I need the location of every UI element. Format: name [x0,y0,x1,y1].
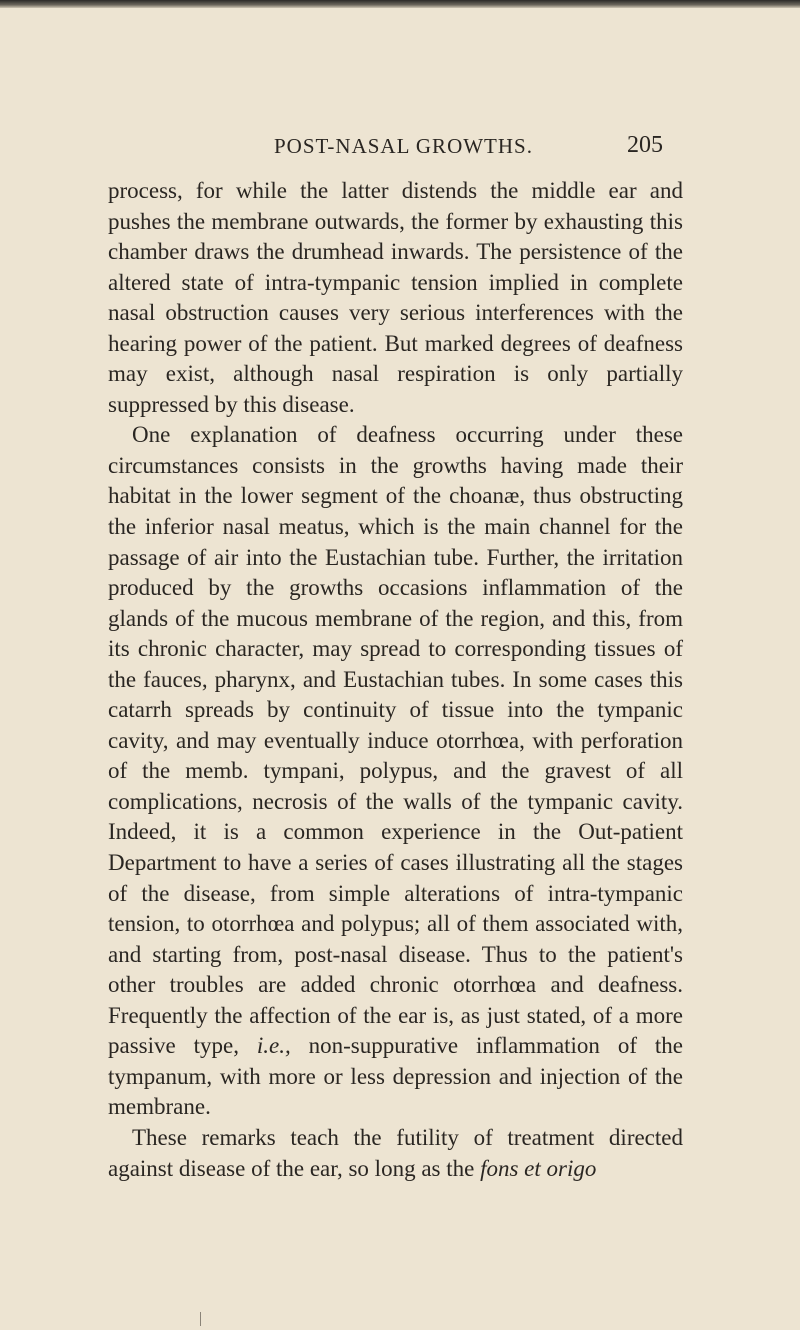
paragraph-1 [108,176,683,420]
body-text [108,176,683,1184]
paragraph-3-text: These remarks teach the futility of treatment directed against disease of the ear, so long as the [108,1124,683,1181]
paragraph-2-text: One explanation of deafness occurring under these circumstances consists in the growths having made their habitat in the lower segment of the choanæ, thus obstructing the inferior nasal meatus, which is the main channel for the passage of air into the Eustachian tube. Further, the irritation produced by the growths occasions inflammation of the glands of the mucous membrane of the region, and this, from its chronic character, may spread to corresponding tissues of the fauces, pharynx, and Eustachian tubes. In some cases this catarrh spreads by continuity of tissue into the tympanic cavity, and may eventually induce otorrhœa, with perforation of the memb. tympani, polypus, and the gravest of all complications, necrosis of the walls of the tympanic cavity. Indeed, it is a common experience in the Out-patient Department to have a series of cases illustrating all the stages of the disease, from simple alterations of intra-tympanic tension, to otorrhœa and polypus; all of them associated with, and starting from, post-nasal disease. Thus to the patient's other troubles are added chronic otorrhœa and deafness. Frequently the affection of the ear is, as just stated, of a more passive type, [108,422,683,1059]
page-footer-mark [200,1312,201,1326]
paragraph-2-text-after: non-suppurative inflammation of the tympanum, with more or less depression and injection of the membrane. [108,1033,683,1120]
running-title: POST-NASAL GROWTHS. [274,134,533,158]
paragraph-1-text: process, for while the latter distends the middle ear and pushes the membrane outwards, the former by exhausting this chamber draws the drumhead inwards. The persistence of the altered state of intra-tympanic tension implied in complete nasal obstruction causes very serious interferences with the hearing power of the patient. But marked degrees of deafness may exist, although nasal respiration is only partially suppressed by this disease. [108,178,683,417]
page-number: 205 [627,132,663,158]
page-top-edge [0,0,800,8]
paragraph-2 [108,420,683,1123]
paragraph-3 [108,1123,683,1184]
paragraph-2-italic-abbrev: i.e., [256,1033,291,1059]
paragraph-3-italic-phrase: fons et origo [480,1155,597,1181]
running-header [0,134,800,164]
